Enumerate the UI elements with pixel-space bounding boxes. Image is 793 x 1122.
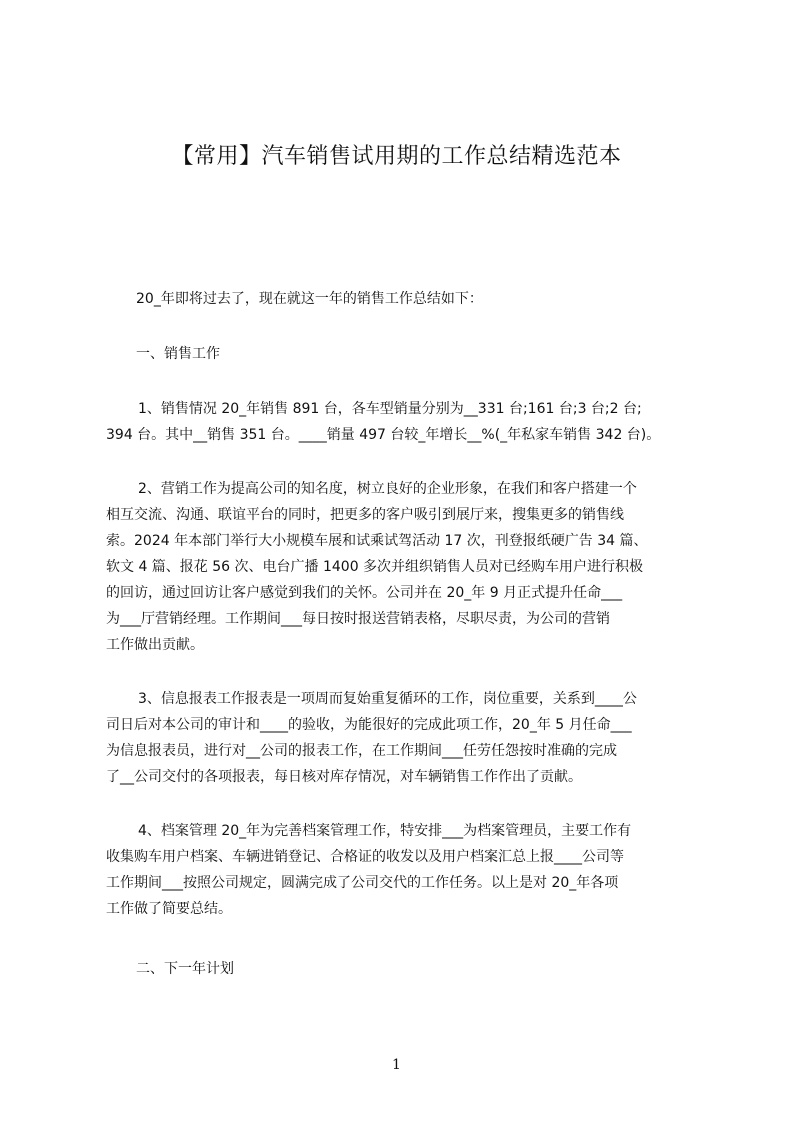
paragraph-line: 索。2024 年本部门举行大小规模车展和试乘试驾活动 17 次，刊登报纸硬广告 34 篇、	[106, 533, 648, 549]
paragraph-line: 3、信息报表工作报表是一项周而复始重复循环的工作，岗位重要，关系到____公	[138, 691, 637, 707]
paragraph-line: 工作做出贡献。	[106, 637, 204, 653]
paragraph-archive-management	[106, 818, 706, 922]
paragraph-line: 394 台。其中__销售 351 台。____销量 497 台较_年增长__%(_年私家车销售 342 台)。	[106, 427, 661, 443]
paragraph-sales-situation	[106, 396, 706, 448]
paragraph-line: 为___厅营销经理。工作期间___每日按时报送营销表格，尽职尽责，为公司的营销	[106, 611, 610, 627]
paragraph-marketing-work	[106, 476, 706, 658]
section-heading-next-year-plan: 二、下一年计划	[136, 961, 234, 977]
intro-paragraph: 20_年即将过去了，现在就这一年的销售工作总结如下：	[136, 291, 483, 307]
paragraph-line: 司日后对本公司的审计和____的验收，为能很好的完成此项工作，20_年 5 月任命___	[106, 717, 632, 733]
paragraph-line: 的回访，通过回访让客户感觉到我们的关怀。公司并在 20_年 9 月正式提升任命___	[106, 585, 623, 601]
paragraph-info-reports	[106, 686, 706, 790]
paragraph-line: 4、档案管理 20_年为完善档案管理工作，特安排___为档案管理员，主要工作有	[138, 823, 632, 839]
paragraph-line: 工作做了简要总结。	[106, 901, 232, 917]
paragraph-line: 工作期间___按照公司规定，圆满完成了公司交代的工作任务。以上是对 20_年各项	[106, 875, 619, 891]
section-heading-sales-work: 一、销售工作	[136, 346, 220, 362]
paragraph-line: 相互交流、沟通、联谊平台的同时，把更多的客户吸引到展厅来，搜集更多的销售线	[106, 507, 624, 523]
document-title: 【常用】汽车销售试用期的工作总结精选范本	[171, 144, 622, 169]
paragraph-line: 收集购车用户档案、车辆进销登记、合格证的收发以及用户档案汇总上报____公司等	[106, 849, 624, 865]
paragraph-line: 了__公司交付的各项报表，每日核对库存情况，对车辆销售工作作出了贡献。	[106, 769, 582, 785]
paragraph-line: 软文 4 篇、报花 56 次、电台广播 1400 多次并组织销售人员对已经购车用户进行积极	[106, 559, 644, 575]
page-number: 1	[392, 1057, 401, 1073]
paragraph-line: 1、销售情况 20_年销售 891 台，各车型销量分别为__331 台;161 台;3 台;2 台;	[138, 401, 642, 417]
paragraph-line: 为信息报表员，进行对__公司的报表工作，在工作期间___任劳任怨按时准确的完成	[106, 743, 617, 759]
paragraph-line: 2、营销工作为提高公司的知名度，树立良好的企业形象，在我们和客户搭建一个	[138, 481, 637, 497]
